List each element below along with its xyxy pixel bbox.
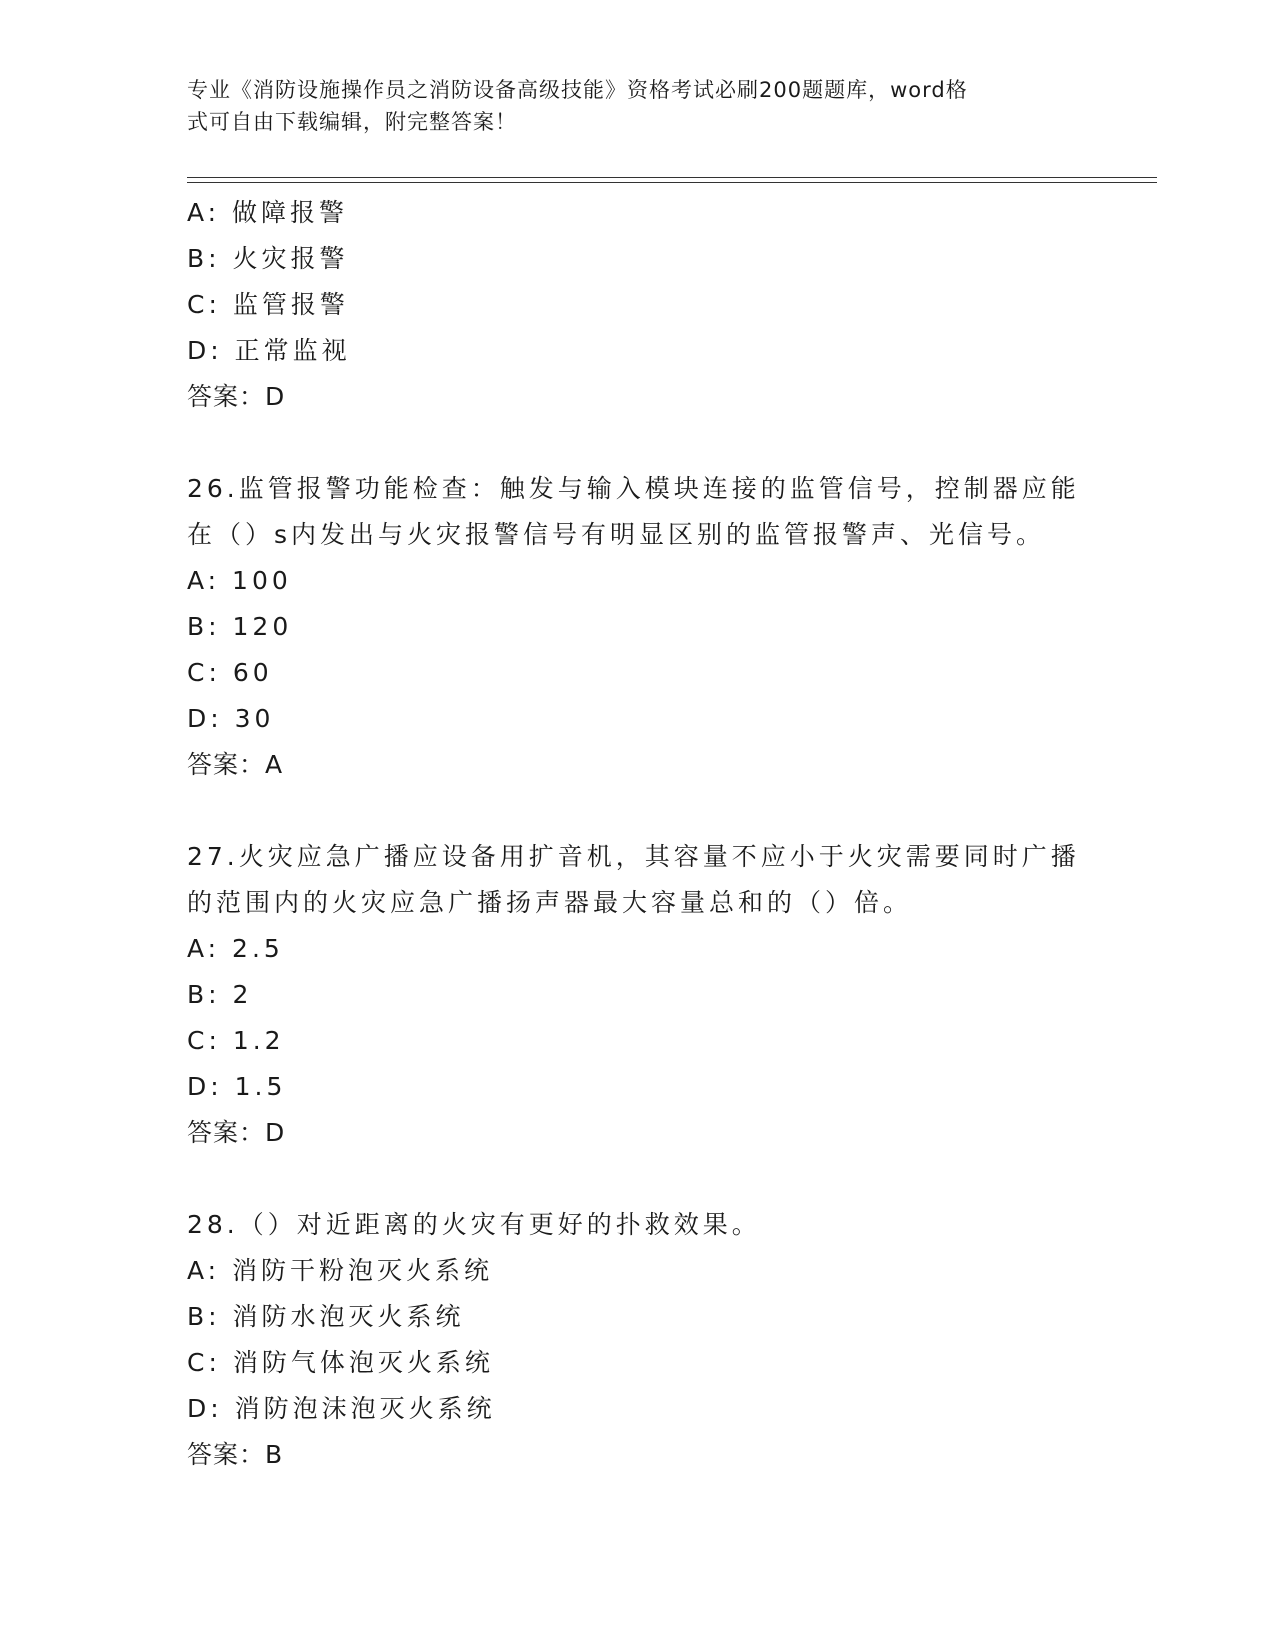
option-b: B: 火灾报警 bbox=[187, 244, 349, 273]
question-stem-line-1: 27.火灾应急广播应设备用扩音机，其容量不应小于火灾需要同时广播 bbox=[187, 842, 1080, 871]
header-divider-bottom bbox=[187, 182, 1157, 183]
question-25 bbox=[187, 190, 1087, 420]
option-a: A: 做障报警 bbox=[187, 198, 349, 227]
question-stem-line-2: 的范围内的火灾应急广播扬声器最大容量总和的（）倍。 bbox=[187, 888, 913, 917]
question-stem-line-1: 28.（）对近距离的火灾有更好的扑救效果。 bbox=[187, 1210, 761, 1239]
spacer bbox=[187, 1156, 1087, 1202]
option-c: C: 1.2 bbox=[187, 1026, 285, 1055]
question-stem-line-1: 26.监管报警功能检查：触发与输入模块连接的监管信号，控制器应能 bbox=[187, 474, 1080, 503]
option-d: D: 正常监视 bbox=[187, 336, 351, 365]
option-a: A: 消防干粉泡灭火系统 bbox=[187, 1256, 494, 1285]
option-c: C: 60 bbox=[187, 658, 273, 687]
question-stem-line-2: 在（）s内发出与火灾报警信号有明显区别的监管报警声、光信号。 bbox=[187, 520, 1046, 549]
question-27 bbox=[187, 834, 1087, 1156]
spacer bbox=[187, 788, 1087, 834]
answer: 答案：D bbox=[187, 382, 286, 411]
spacer bbox=[187, 420, 1087, 466]
option-d: D: 1.5 bbox=[187, 1072, 287, 1101]
option-a: A: 2.5 bbox=[187, 934, 284, 963]
question-26 bbox=[187, 466, 1087, 788]
option-c: C: 监管报警 bbox=[187, 290, 349, 319]
answer: 答案：B bbox=[187, 1440, 284, 1469]
option-b: B: 120 bbox=[187, 612, 293, 641]
answer: 答案：A bbox=[187, 750, 284, 779]
option-b: B: 消防水泡灭火系统 bbox=[187, 1302, 465, 1331]
document-header bbox=[187, 74, 1067, 138]
option-a: A: 100 bbox=[187, 566, 292, 595]
option-d: D: 消防泡沫泡灭火系统 bbox=[187, 1394, 496, 1423]
question-28 bbox=[187, 1202, 1087, 1478]
header-divider-top bbox=[187, 177, 1157, 178]
answer: 答案：D bbox=[187, 1118, 286, 1147]
header-line-2: 式可自由下载编辑，附完整答案！ bbox=[187, 110, 517, 134]
option-c: C: 消防气体泡灭火系统 bbox=[187, 1348, 494, 1377]
option-b: B: 2 bbox=[187, 980, 253, 1009]
question-list bbox=[187, 190, 1087, 1478]
option-d: D: 30 bbox=[187, 704, 275, 733]
header-line-1: 专业《消防设施操作员之消防设备高级技能》资格考试必刷200题题库，word格 bbox=[187, 78, 968, 102]
